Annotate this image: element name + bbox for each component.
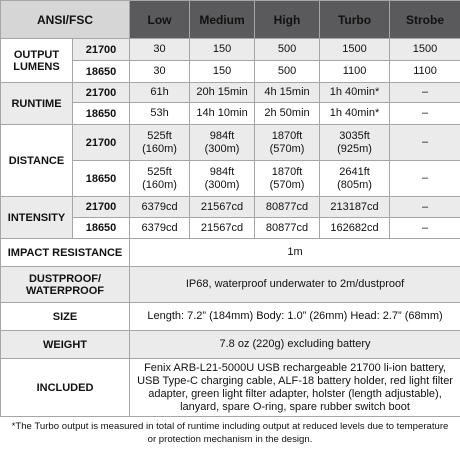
intensity-low: 6379cd: [130, 218, 190, 239]
footnote-line2: or protection mechanism in the design.: [147, 434, 313, 445]
intensity-strobe: –: [390, 218, 460, 239]
distance-label: DISTANCE: [1, 125, 73, 197]
weight-row: [1, 331, 460, 359]
runtime-low: 61h: [130, 83, 190, 103]
runtime-high: 2h 50min: [255, 103, 320, 125]
distance-medium: 984ft (300m): [190, 125, 255, 161]
battery-label: 18650: [73, 103, 130, 125]
mode-header-medium: Medium: [190, 1, 255, 39]
output-low: 30: [130, 61, 190, 83]
output-strobe: 1500: [390, 39, 460, 61]
footnote: [0, 420, 460, 446]
runtime-medium: 20h 15min: [190, 83, 255, 103]
mode-header-turbo: Turbo: [320, 1, 390, 39]
size-row: [1, 303, 460, 331]
output-strobe: 1100: [390, 61, 460, 83]
dustproof-value: IP68, waterproof underwater to 2m/dustproof: [130, 267, 460, 303]
dustproof-row: [1, 267, 460, 303]
header-row: [1, 1, 460, 39]
intensity-turbo: 162682cd: [320, 218, 390, 239]
footnote-line1: *The Turbo output is measured in total of runtime including output at reduced levels due to temperature: [11, 421, 449, 432]
distance-turbo: 2641ft (805m): [320, 161, 390, 197]
size-label: SIZE: [1, 303, 130, 331]
output-medium: 150: [190, 61, 255, 83]
runtime-turbo: 1h 40min*: [320, 83, 390, 103]
distance-strobe: –: [390, 161, 460, 197]
intensity-label: INTENSITY: [1, 197, 73, 239]
mode-header-high: High: [255, 1, 320, 39]
output-low: 30: [130, 39, 190, 61]
output-row-21700: [1, 39, 460, 61]
runtime-row-21700: [1, 83, 460, 103]
battery-label: 21700: [73, 39, 130, 61]
impact-row: [1, 239, 460, 267]
included-line: adapter, green light filter adapter, holster (length adjustable),: [148, 387, 442, 400]
intensity-row-21700: [1, 197, 460, 218]
runtime-high: 4h 15min: [255, 83, 320, 103]
impact-label: IMPACT RESISTANCE: [1, 239, 130, 267]
battery-label: 18650: [73, 161, 130, 197]
output-high: 500: [255, 39, 320, 61]
output-turbo: 1100: [320, 61, 390, 83]
included-row: [1, 359, 460, 417]
distance-turbo: 3035ft (925m): [320, 125, 390, 161]
weight-label: WEIGHT: [1, 331, 130, 359]
dustproof-label-line1: DUSTPROOF/: [28, 272, 102, 285]
output-medium: 150: [190, 39, 255, 61]
runtime-turbo: 1h 40min*: [320, 103, 390, 125]
runtime-low: 53h: [130, 103, 190, 125]
impact-value: 1m: [130, 239, 460, 267]
intensity-medium: 21567cd: [190, 218, 255, 239]
intensity-high: 80877cd: [255, 197, 320, 218]
mode-header-low: Low: [130, 1, 190, 39]
intensity-high: 80877cd: [255, 218, 320, 239]
included-value: [130, 359, 460, 417]
distance-medium: 984ft (300m): [190, 161, 255, 197]
output-high: 500: [255, 61, 320, 83]
mode-header-strobe: Strobe: [390, 1, 460, 39]
runtime-strobe: –: [390, 83, 460, 103]
battery-label: 21700: [73, 197, 130, 218]
distance-low: 525ft (160m): [130, 125, 190, 161]
intensity-strobe: –: [390, 197, 460, 218]
intensity-turbo: 213187cd: [320, 197, 390, 218]
battery-label: 21700: [73, 125, 130, 161]
included-label: INCLUDED: [1, 359, 130, 417]
distance-high: 1870ft (570m): [255, 161, 320, 197]
dustproof-label-line2: WATERPROOF: [26, 284, 105, 297]
output-turbo: 1500: [320, 39, 390, 61]
runtime-strobe: –: [390, 103, 460, 125]
dustproof-label: [1, 267, 130, 303]
runtime-medium: 14h 10min: [190, 103, 255, 125]
included-line: Fenix ARB-L21-5000U USB rechargeable 21700 li-ion battery,: [144, 361, 446, 374]
corner-header: ANSI/FSC: [1, 1, 130, 39]
included-line: lanyard, spare O-ring, spare rubber switch boot: [180, 400, 410, 413]
distance-high: 1870ft (570m): [255, 125, 320, 161]
intensity-low: 6379cd: [130, 197, 190, 218]
weight-value: 7.8 oz (220g) excluding battery: [130, 331, 460, 359]
distance-low: 525ft (160m): [130, 161, 190, 197]
distance-strobe: –: [390, 125, 460, 161]
runtime-label: RUNTIME: [1, 83, 73, 125]
size-value: Length: 7.2” (184mm) Body: 1.0” (26mm) Head: 2.7” (68mm): [130, 303, 460, 331]
battery-label: 18650: [73, 218, 130, 239]
intensity-medium: 21567cd: [190, 197, 255, 218]
battery-label: 21700: [73, 83, 130, 103]
included-line: USB Type-C charging cable, ALF-18 battery holder, red light filter: [137, 374, 453, 387]
output-label-line1: OUTPUT: [13, 48, 60, 61]
output-label: [1, 39, 73, 83]
output-label-line2: LUMENS: [13, 60, 60, 73]
battery-label: 18650: [73, 61, 130, 83]
distance-row-21700: [1, 125, 460, 161]
